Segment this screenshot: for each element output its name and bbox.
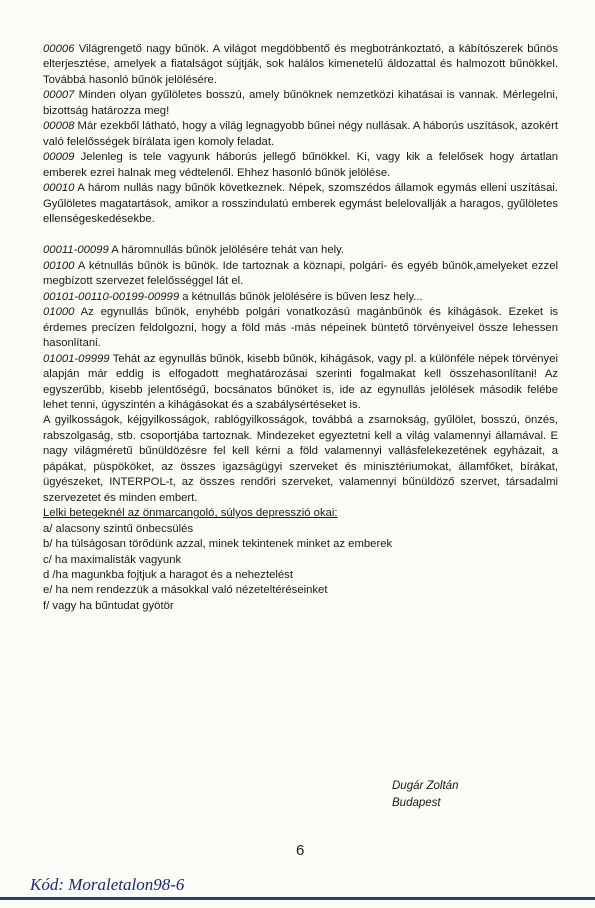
sin-code: 00006	[43, 43, 75, 55]
paragraph-text: A kétnullás bűnök is bűnök. Ide tartoznak a köznapi, polgári- és egyéb bűnök,amelyeket ezzel megbízott szervezet felelősséggel lát el.	[43, 259, 558, 288]
paragraph	[43, 305, 558, 351]
paragraph	[43, 181, 558, 227]
sin-code: 00101-00110-00199-00999	[43, 290, 180, 303]
sin-code: 00008	[43, 120, 75, 133]
sin-code: 00007	[43, 89, 75, 102]
sin-code: 00009	[43, 151, 75, 164]
list-item: f/ vagy ha bűntudat gyötör	[43, 599, 174, 612]
paragraph-text: A három nullás nagy bűnök következnek. Népek, szomszédos államok egymás elleni uszításai. Gyűlöletes magatartások, amikor a rosszindulatú emberek egymást belelovallják a haragos, gyűlöletes ellenségeskedésekbe.	[43, 182, 558, 225]
paragraph-group-1	[43, 42, 558, 227]
paragraph-text: Tehát az egynullás bűnök, kisebb bűnök, kihágások, vagy pl. a különféle népek törvényei alapján már eddig is elfogadott meghatározásai szerinti fogalmakat kell összehasonlítani! Az egyszerűbb, kisebb jelentőségű, bocsánatos bűnöket is, ide az egynullás jelölések második felébe lehet tenni, úgyszintén a kihágásokat és a szabálysértéseket is.	[43, 352, 558, 411]
spacer	[43, 227, 558, 243]
paragraph	[43, 413, 558, 506]
sin-code: 01001-09999	[43, 352, 110, 365]
paragraph	[43, 88, 558, 119]
author-city: Budapest	[392, 797, 441, 809]
footer-code: Kód: Moraletalon98-6	[30, 875, 185, 894]
document-body	[43, 42, 558, 614]
sin-code: 00100	[43, 259, 75, 272]
paragraph-text: a kétnullás bűnök jelölésére is bűven lesz hely...	[179, 290, 423, 303]
paragraph	[43, 42, 558, 88]
paragraph-text: Már ezekből látható, hogy a világ legnagyobb bűnei négy nullásak. A háborús uszítások, azokért való felelősségek bírálata igen komoly feladat.	[43, 120, 558, 148]
sin-code: 01000	[43, 306, 75, 319]
paragraph	[43, 290, 558, 305]
paragraph-text: Világrengető nagy bűnök. A világot megdöbbentő és megbotránkoztató, a kábítószerek bűnös elterjesztése, amelyek a fiatalságot sújtják, sok halálos kimenetelű áldozattal és halmozott bűnökkel. Továbbá hasonló bűnök jelölésére.	[43, 43, 558, 86]
footer-rule	[0, 897, 595, 900]
list-item: c/ ha maximalisták vagyunk	[43, 553, 182, 566]
paragraph	[43, 243, 558, 258]
signature	[392, 778, 458, 812]
paragraph-text: Minden olyan gyűlöletes bosszú, amely bűnöknek nemzetközi kihatásai is vannak. Mérlegelni, bizottság határozza meg!	[43, 89, 558, 117]
sin-code: 00011-00099	[43, 244, 109, 257]
list-item: d /ha magunkba fojtjuk a haragot és a neheztelést	[43, 568, 293, 581]
list-heading: Lelki betegeknél az önmarcangoló, súlyos depresszió okai:	[43, 507, 338, 520]
paragraph	[43, 352, 558, 414]
paragraph	[43, 259, 558, 290]
list-item: e/ ha nem rendezzük a másokkal való nézeteltéréseinket	[43, 584, 328, 597]
paragraph-text: Az egynullás bűnök, enyhébb polgári vonatkozású magánbűnök és kihágások. Ezeket is érdemes precízen feldolgozni, hogy a föld más -más népeinek büntető törvényeivel össze lehessen hasonlítani.	[43, 306, 558, 350]
page-number: 6	[296, 842, 305, 859]
paragraph-text: Jelenleg is tele vagyunk háborús jellegő bűnökkel. Ki, vagy kik a felelősek hogy ártatlan emberek ezrei halnak meg védtelenől. Ehhez hasonló bűnök jelölése.	[43, 151, 558, 179]
list-item: a/ alacsony szintű önbecsülés	[43, 522, 194, 535]
cause-list	[43, 522, 558, 615]
author-name: Dugár Zoltán	[392, 780, 459, 792]
paragraph	[43, 150, 558, 181]
paragraph-text: A gyilkosságok, kéjgyilkosságok, rablógyilkosságok, továbbá a zsarnokság, gyűlölet, bosszú, önzés, rabszolgaság, stb. csoportjába tartoznak. Mindezeket egyeztetni kell a világ valamennyi államával. E nagy világméretű bűnüldözésre fel kell kérni a föld valamennyi vallásfelekezetének egyházait, a pápákat, püspököket, az összes igazságügyi szerveket és minisztériumokat, államfőket, bírákat, ügyészeket, INTERPOL-t, az összes rendőri szerveket, valamennyi bűnüldöző szervet, társadalmi szervezetet és minden embert.	[43, 414, 558, 504]
sin-code: 00010	[43, 182, 75, 195]
list-item: b/ ha túlságosan törődünk azzal, minek tekintenek minket az emberek	[43, 538, 393, 551]
paragraph	[43, 119, 558, 150]
paragraph-text: A háromnullás bűnök jelölésére tehát van hely.	[108, 244, 345, 257]
paragraph-group-2	[43, 243, 558, 506]
